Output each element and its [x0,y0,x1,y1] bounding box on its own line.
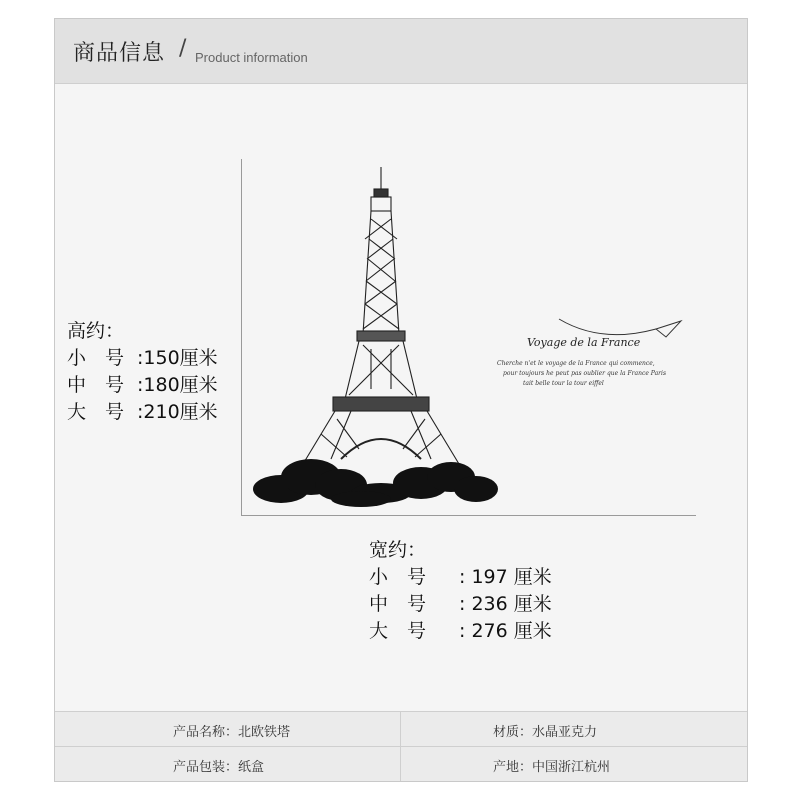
spec-row [55,746,747,781]
column-divider [400,711,401,781]
tagline-line-3: tait belle tour la tour eiffel [523,380,604,387]
height-row-medium [67,372,218,399]
height-row-small [67,345,218,372]
product-name: 产品名称：北欧铁塔 [173,725,291,740]
spec-row [55,711,747,746]
size-value: : 276 厘米 [459,620,552,642]
height-row-large [67,399,218,426]
spec-table [55,711,747,781]
section-title: 商品信息 [73,41,166,66]
size-value: :150厘米 [137,347,218,369]
size-value: : 236 厘米 [459,593,552,615]
size-value: :180厘米 [137,374,218,396]
width-heading: 宽约： [369,539,427,561]
product-packaging: 产品包装：纸盒 [173,760,265,775]
width-row-medium [369,591,552,618]
size-label: 中 号 [369,593,427,615]
product-image [241,159,696,516]
width-spec [369,537,552,645]
size-value: :210厘米 [137,401,218,423]
size-label: 小 号 [369,566,427,588]
product-origin: 产地：中国浙江杭州 [493,760,611,775]
size-label: 中 号 [67,374,125,396]
size-value: : 197 厘米 [459,566,552,588]
height-spec [67,318,218,426]
width-row-small [369,564,552,591]
height-heading: 高约： [67,320,125,342]
section-header [55,19,747,84]
title-slash: / [179,36,187,61]
size-label: 大 号 [67,401,125,423]
size-label: 小 号 [67,347,125,369]
width-row-large [369,618,552,645]
product-info-panel [54,18,748,782]
size-label: 大 号 [369,620,427,642]
tagline-title: Voyage de la France [527,336,641,349]
product-material: 材质：水晶亚克力 [493,725,598,740]
eiffel-tower-illustration [241,159,696,516]
section-subtitle: Product information [195,50,308,65]
tagline-line-2: pour toujours he peut pas oublier que la France Paris [503,370,667,377]
tagline-line-1: Cherche n'et le voyage de la France qui commence, [497,360,655,367]
